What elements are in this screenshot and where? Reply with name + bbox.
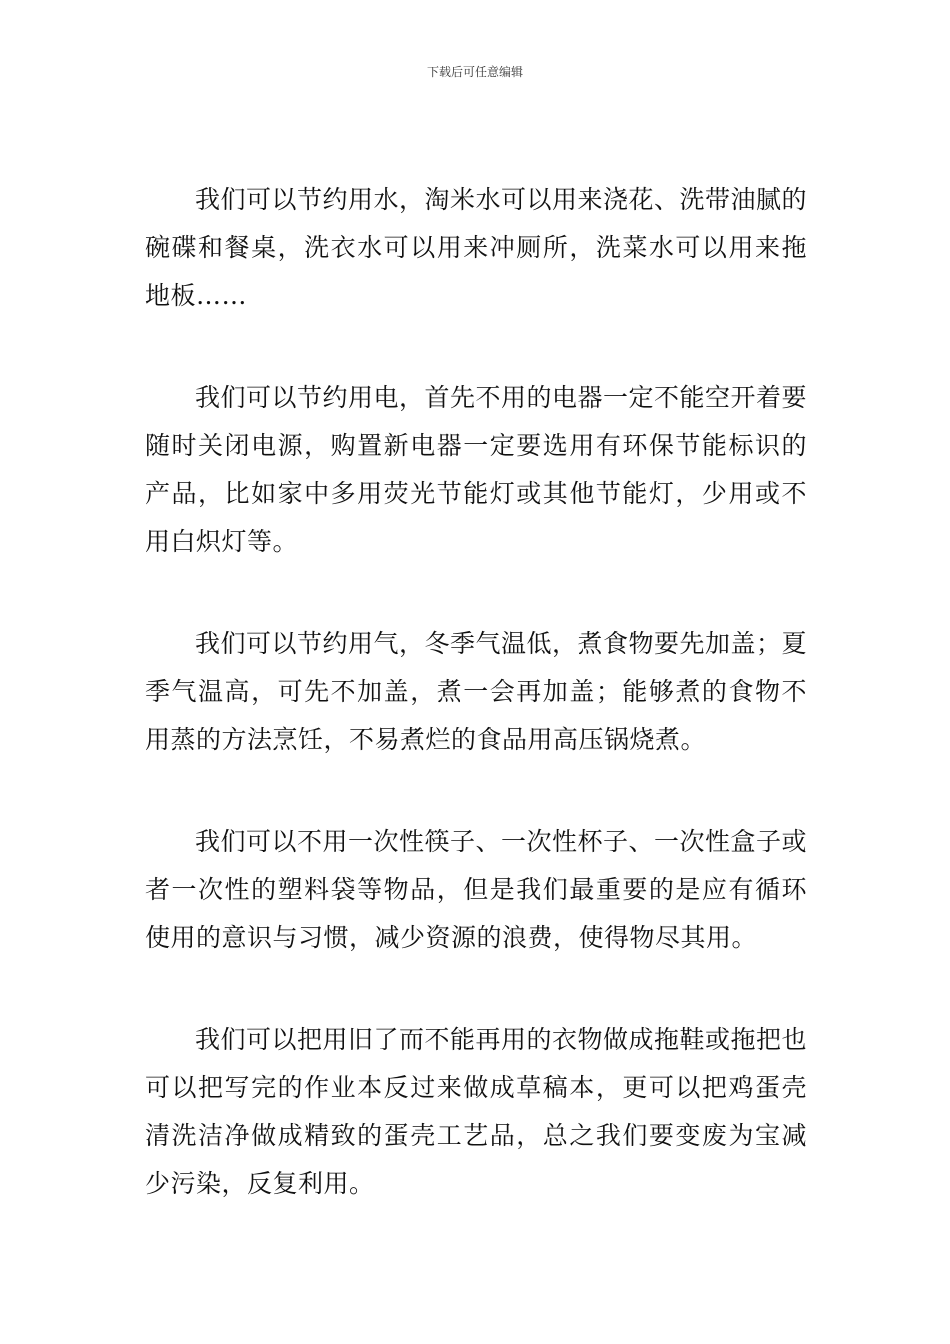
paragraph-water-saving: 我们可以节约用水，淘米水可以用来浇花、洗带油腻的碗碟和餐桌，洗衣水可以用来冲厕所，洗菜水可以用来拖地板…… (145, 185, 808, 310)
document-body (145, 176, 807, 1208)
paragraph-gas-saving: 我们可以节约用气，冬季气温低，煮食物要先加盖；夏季气温高，可先不加盖，煮一会再加盖；能够煮的食物不用蒸的方法烹饪，不易煮烂的食品用高压锅烧煮。 (145, 629, 808, 754)
paragraph-reuse: 我们可以把用旧了而不能再用的衣物做成拖鞋或拖把也可以把写完的作业本反过来做成草稿本，更可以把鸡蛋壳清洗洁净做成精致的蛋壳工艺品，总之我们要变废为宝减少污染，反复利用。 (145, 1025, 808, 1198)
paragraph-electricity-saving: 我们可以节约用电，首先不用的电器一定不能空开着要随时关闭电源，购置新电器一定要选用有环保节能标识的产品，比如家中多用荧光节能灯或其他节能灯，少用或不用白炽灯等。 (145, 383, 808, 556)
page-header: 下载后可任意编辑 (426, 65, 523, 79)
paragraph-disposables: 我们可以不用一次性筷子、一次性杯子、一次性盒子或者一次性的塑料袋等物品，但是我们最重要的是应有循环使用的意识与习惯，减少资源的浪费，使得物尽其用。 (145, 827, 808, 952)
